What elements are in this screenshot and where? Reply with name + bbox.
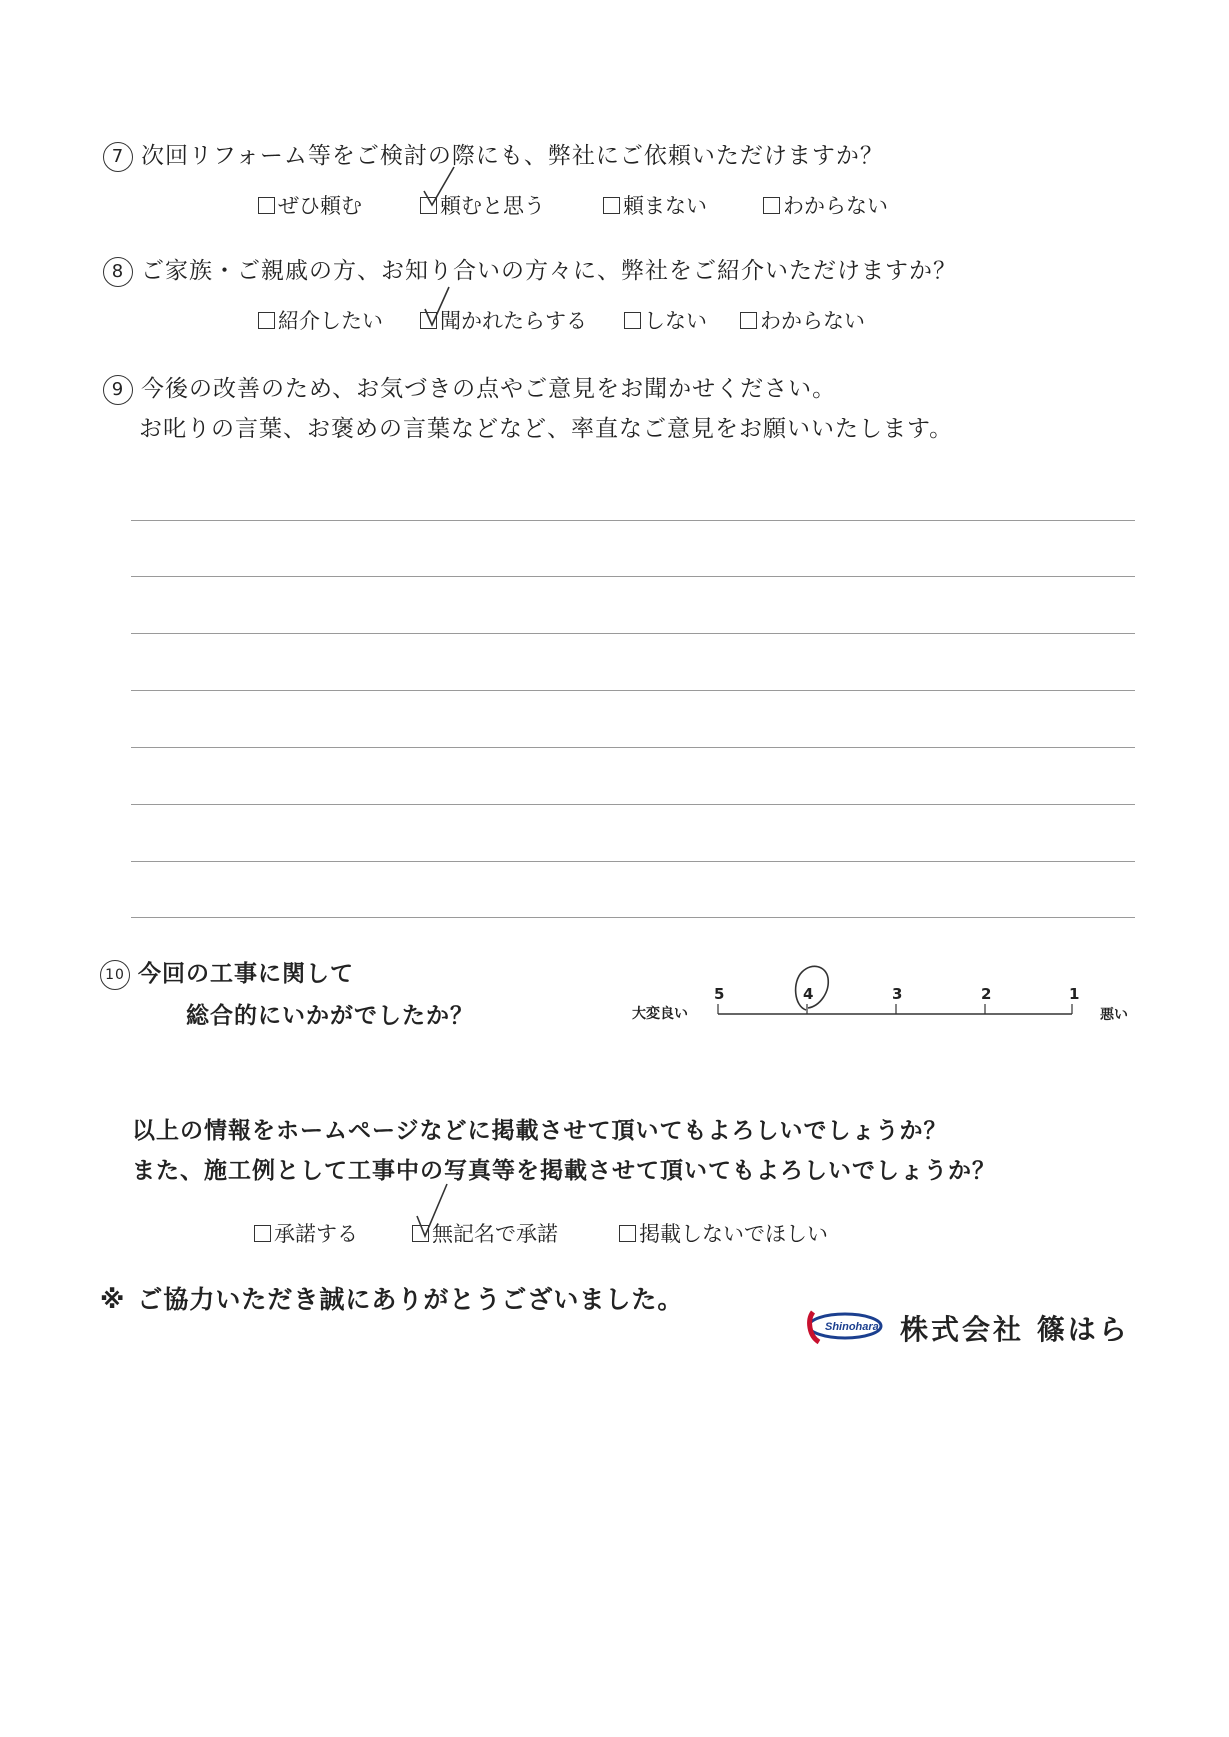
- answer-line-4[interactable]: [131, 690, 1135, 691]
- closing-message: [100, 1280, 683, 1316]
- q8-checkmark-icon: [422, 285, 452, 330]
- publish-checkmark-icon: [413, 1182, 453, 1242]
- q7-number: 7: [103, 142, 133, 172]
- q9-text-line1: 今後の改善のため、お気づきの点やご意見をお聞かせください。: [141, 376, 837, 402]
- q8-option-3[interactable]: しない: [624, 305, 707, 335]
- q10-number: 10: [100, 960, 130, 990]
- scale-right-label: 悪い: [1100, 1007, 1128, 1023]
- q8-number: 8: [103, 257, 133, 287]
- q7-option-2[interactable]: 頼むと思う: [420, 190, 545, 220]
- publish-option-3[interactable]: 掲載しないでほしい: [619, 1218, 828, 1248]
- checkbox[interactable]: [740, 312, 757, 329]
- publish-option-1[interactable]: 承諾する: [254, 1218, 358, 1248]
- q8-text: ご家族・ご親戚の方、お知り合いの方々に、弊社をご紹介いただけますか？: [141, 258, 957, 284]
- shinohara-logo-icon: [805, 1306, 883, 1346]
- closing-text: ご協力いただき誠にありがとうございました。: [137, 1285, 684, 1314]
- note-mark: ※: [100, 1285, 126, 1314]
- answer-line-1[interactable]: [131, 520, 1135, 521]
- q10-question-line2: 総合的にいかがでしたか？: [186, 1003, 474, 1029]
- q7-option-4[interactable]: わからない: [763, 190, 888, 220]
- company-name: 株式会社 篠はら: [900, 1313, 1130, 1346]
- q8-option-4[interactable]: わからない: [740, 305, 865, 335]
- q7-option-1[interactable]: ぜひ頼む: [258, 190, 362, 220]
- checkbox[interactable]: [603, 197, 620, 214]
- publish-question-line1: 以上の情報をホームページなどに掲載させて頂いてもよろしいでしょうか？: [132, 1118, 948, 1144]
- answer-line-6[interactable]: [131, 804, 1135, 805]
- answer-line-7[interactable]: [131, 861, 1135, 862]
- rating-circle-mark-icon: [788, 960, 836, 1016]
- q7-checkmark-icon: [420, 165, 460, 215]
- checkbox[interactable]: [624, 312, 641, 329]
- checkbox[interactable]: [254, 1225, 271, 1242]
- scale-left-label: 大変良い: [632, 1006, 688, 1022]
- scale-tick-4[interactable]: 4: [803, 985, 814, 1003]
- q10-text-line1: 今回の工事に関して: [138, 961, 354, 987]
- rating-scale: [0, 980, 1229, 1030]
- answer-line-2[interactable]: [131, 576, 1135, 577]
- checkbox[interactable]: [258, 197, 275, 214]
- publish-question-line2: また、施工例として工事中の写真等を掲載させて頂いてもよろしいでしょうか？: [132, 1158, 996, 1184]
- company-logo: [805, 1302, 1165, 1352]
- checkbox[interactable]: [258, 312, 275, 329]
- q7-option-3[interactable]: 頼まない: [603, 190, 707, 220]
- q9-number: 9: [103, 375, 133, 405]
- q7-question: [103, 137, 884, 172]
- answer-line-3[interactable]: [131, 633, 1135, 634]
- q7-text: 次回リフォーム等をご検討の際にも、弊社にご依頼いただけますか？: [141, 143, 884, 169]
- scale-tick-1[interactable]: 1: [1069, 985, 1080, 1003]
- logo-text: Shinohara: [825, 1321, 879, 1333]
- publish-option-2[interactable]: 無記名で承諾: [412, 1218, 558, 1248]
- checkbox[interactable]: [619, 1225, 636, 1242]
- q9-question-line2: お叱りの言葉、お褒めの言葉などなど、率直なご意見をお願いいたします。: [139, 416, 954, 442]
- scale-tick-3[interactable]: 3: [892, 985, 903, 1003]
- q8-question: [103, 252, 957, 287]
- scale-tick-2[interactable]: 2: [981, 985, 992, 1003]
- scale-tick-5[interactable]: 5: [714, 985, 725, 1003]
- q8-option-1[interactable]: 紹介したい: [258, 305, 383, 335]
- answer-line-8[interactable]: [131, 917, 1135, 918]
- q8-option-2[interactable]: 聞かれたらする: [420, 305, 587, 335]
- answer-line-5[interactable]: [131, 747, 1135, 748]
- checkbox[interactable]: [763, 197, 780, 214]
- q9-question: [103, 370, 836, 405]
